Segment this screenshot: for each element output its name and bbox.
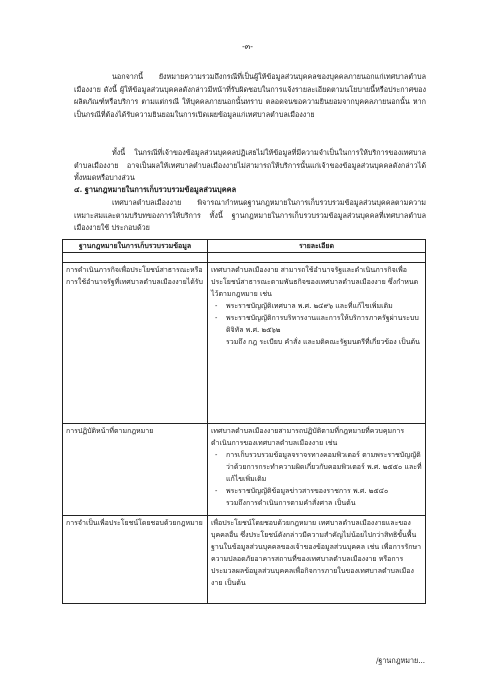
details-cell [208, 424, 426, 516]
continuation-footer: /ฐานกฎหมาย... [376, 656, 426, 665]
details-list [211, 449, 422, 497]
details-list [211, 300, 422, 336]
details-intro: เทศบาลตำบลเมืองงาย สามารถใช้อำนาจรัฐและดำเนินภารกิจเพื่อประโยชน์สาธารณะตามพันธกิจของเทศบาลตำบลเมืองงาย ซึ่งกำหนดไว้ตามกฎหมาย เช่น [211, 266, 419, 298]
table-spacer-row [63, 253, 426, 263]
table-row [63, 263, 426, 424]
section-heading: ๔. ฐานกฎหมายในการเก็บรวบรวมข้อมูลส่วนบุคคล [74, 185, 237, 194]
list-item: - พระราชบัญญัติเทศบาล พ.ศ. ๒๔๙๖ และที่แก้ไขเพิ่มเติม [211, 300, 422, 312]
table-row [63, 424, 426, 516]
list-item: - พระราชบัญญัติการบริหารงานและการให้บริการภาครัฐผ่านระบบดิจิทัล พ.ศ. ๒๕๖๒ [211, 312, 422, 336]
paragraph-3: เทศบาลตำบลเมืองงาย พิจารณากำหนดฐานกฎหมายในการเก็บรวบรวมข้อมูลส่วนบุคคลตามความเหมาะสมและตามบริบทของการให้บริการ ทั้งนี้ ฐานกฎหมายในการเก็บรวบรวมข้อมูลส่วนบุคคลที่เทศบาลตำบลเมืองงายใช้ ประกอบด้วย [74, 198, 426, 232]
basis-cell: การปฏิบัติหน้าที่ตามกฎหมาย [63, 424, 208, 516]
paragraph-1: นอกจากนี้ ยังหมายความรวมถึงกรณีที่เป็นผู้ให้ข้อมูลส่วนบุคคลของบุคคลภายนอกแก่เทศบาลตำบลเมืองงาย ดังนี้ ผู้ให้ข้อมูลส่วนบุคคลดังกล่าวมีหน้าที่รับผิดชอบในการแจ้งรายละเอียดตามนโยบายนี้หรือประกาศของผลิตภัณฑ์หรือบริการ ตามแต่กรณี ให้บุคคลภายนอกนั้นทราบ ตลอดจนขอความยินยอมจากบุคคลภายนอกนั้น หากเป็นกรณีที่ต้องได้รับความยินยอมในการเปิดเผยข้อมูลแก่เทศบาลตำบลเมืองงาย [74, 72, 426, 119]
page-number: -๓- [242, 42, 253, 51]
paragraph-2: ทั้งนี้ ในกรณีที่เจ้าของข้อมูลส่วนบุคคลปฏิเสธไม่ให้ข้อมูลที่มีความจำเป็นในการให้บริการของเทศบาลตำบลเมืองงาย อาจเป็นผลให้เทศบาลตำบลเมืองงายไม่สามารถให้บริการนั้นแก่เจ้าของข้อมูลส่วนบุคคลดังกล่าวได้ทั้งหมดหรือบางส่วน [74, 148, 426, 182]
table-header-basis: ฐานกฎหมายในการเก็บรวบรวมข้อมูล [63, 240, 208, 253]
details-cell [208, 263, 426, 424]
table-header-row [63, 240, 426, 253]
legal-basis-table [62, 239, 426, 604]
table-row [63, 516, 426, 604]
list-item: - การเก็บรวบรวมข้อมูลจราจรทางคอมพิวเตอร์ ตามพระราชบัญญัติว่าด้วยการกระทำความผิดเกี่ยวกับคอมพิวเตอร์ พ.ศ. ๒๕๕๐ และที่แก้ไขเพิ่มเติม [211, 449, 422, 485]
table-header-details: รายละเอียด [208, 240, 426, 253]
basis-cell: การดำเนินภารกิจเพื่อประโยชน์สาธารณะหรือการใช้อำนาจรัฐที่เทศบาลตำบลเมืองงายได้รับ [63, 263, 208, 424]
details-intro: เทศบาลตำบลเมืองงายสามารถปฏิบัติตามที่กฎหมายที่ควบคุมการดำเนินการของเทศบาลตำบลเมืองงาย เช่น [211, 427, 405, 447]
details-cell: เพื่อประโยชน์โดยชอบด้วยกฎหมาย เทศบาลตำบลเมืองงายและของบุคคลอื่น ซึ่งประโยชน์ดังกล่าวมีความสำคัญไม่น้อยไปกว่าสิทธิขั้นพื้นฐานในข้อมูลส่วนบุคคลของเจ้าของข้อมูลส่วนบุคคล เช่น เพื่อการรักษาความปลอดภัยอาคารสถานที่ของเทศบาลตำบลเมืองงาย หรือการประมวลผลข้อมูลส่วนบุคคลเพื่อกิจการภายในของเทศบาลตำบลเมืองงาย เป็นต้น [208, 516, 426, 604]
details-outro: รวมถึง กฎ ระเบียบ คำสั่ง และมติคณะรัฐมนตรีที่เกี่ยวข้อง เป็นต้น [226, 338, 420, 346]
list-item: - พระราชบัญญัติข้อมูลข่าวสารของราชการ พ.ศ. ๒๕๔๐ [211, 485, 422, 497]
basis-cell: การจำเป็นเพื่อประโยชน์โดยชอบด้วยกฎหมาย [63, 516, 208, 604]
details-outro: รวมถึงการดำเนินการตามคำสั่งศาล เป็นต้น [226, 499, 356, 507]
